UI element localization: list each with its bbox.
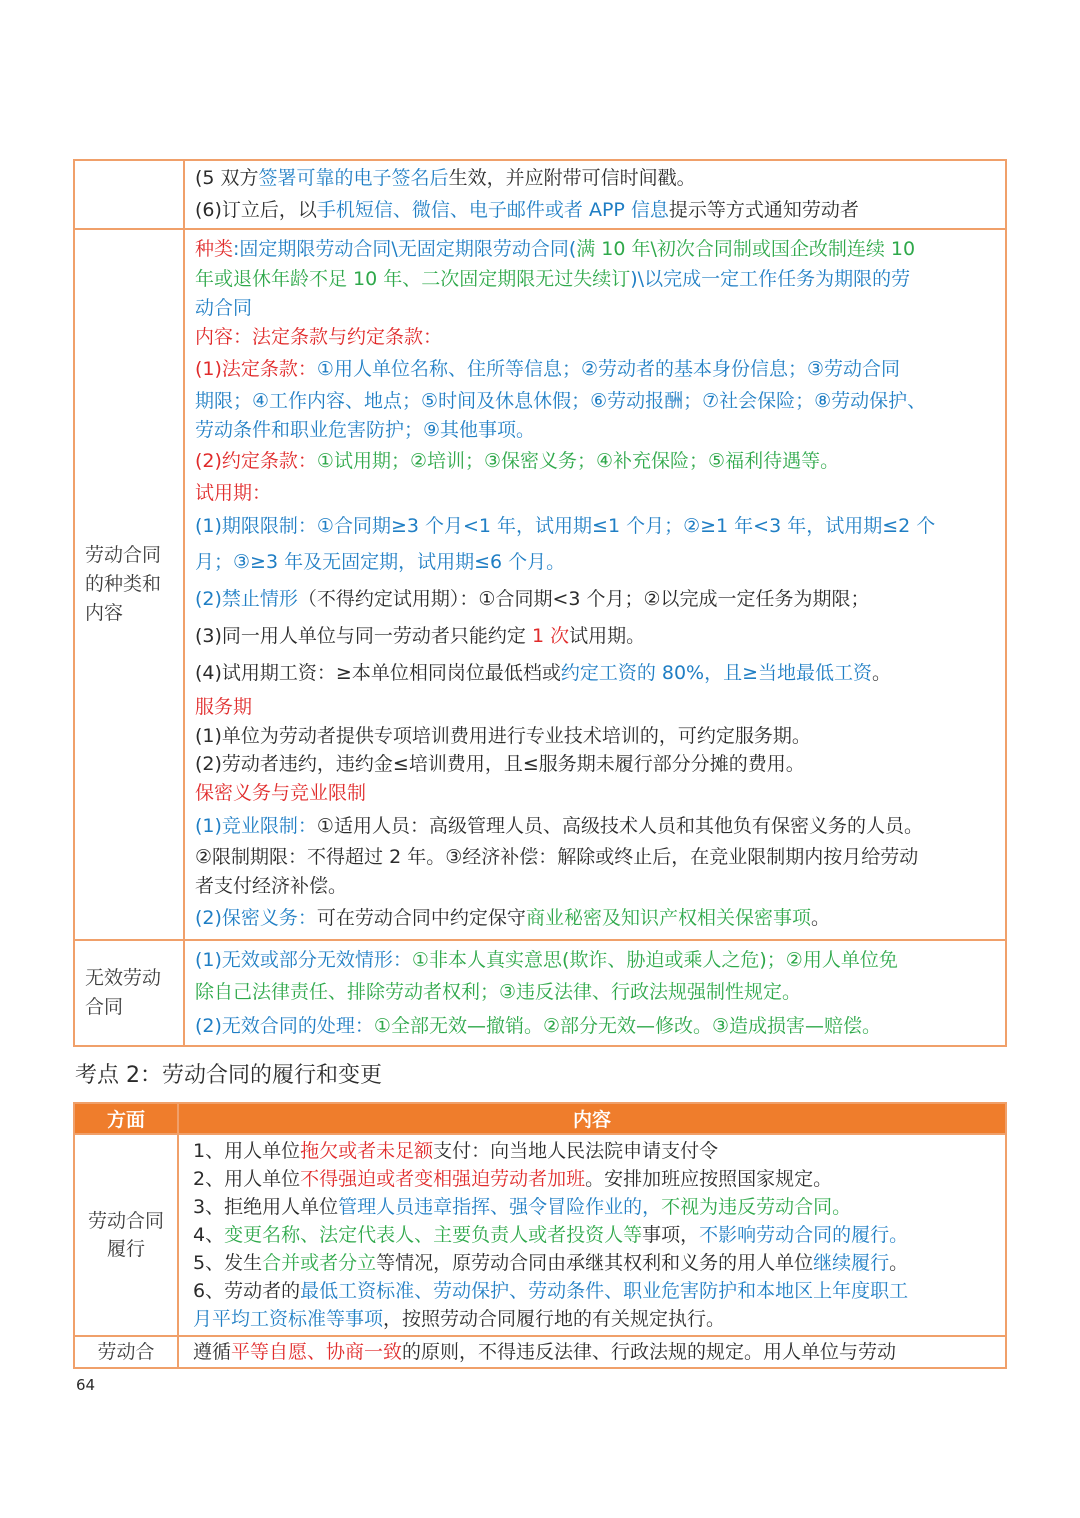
text-line: [195, 976, 999, 1009]
text-segment: (2)禁止情形: [195, 588, 298, 610]
text-line: [195, 692, 999, 722]
text-line: [195, 386, 999, 416]
text-line: [195, 194, 999, 226]
text-segment: 满 10 年\初次合同制或国企改制连续 10: [576, 238, 916, 260]
row-label: 劳动合同的种类和内容: [74, 229, 184, 940]
text-segment: 最低工资标准、劳动保护、劳动条件、职业危害防护和本地区上年度职工: [300, 1280, 909, 1302]
text-line: [195, 778, 999, 809]
table-row: [74, 160, 1006, 229]
text-line: [193, 1137, 999, 1165]
text-segment: 1 次: [531, 625, 570, 647]
text-segment: ①用人单位名称、住所等信息；②劳动者的基本身份信息；③劳动合同: [316, 358, 901, 380]
text-line: [195, 945, 999, 976]
text-segment: 6、劳动者的: [193, 1280, 301, 1302]
text-segment: 支付：向当地人民法院申请支付令: [433, 1140, 719, 1162]
text-segment: 1、用人单位: [193, 1140, 301, 1162]
text-line: [195, 508, 999, 544]
text-segment: (3)同一用人单位与同一劳动者只能约定: [195, 625, 532, 647]
text-line: [195, 1009, 999, 1043]
row-content: [184, 229, 1006, 940]
text-segment: 种类: [195, 238, 234, 260]
table-row: [74, 1134, 1006, 1336]
text-segment: :固定期限劳动合同\无固定期限劳动合同(: [233, 238, 577, 260]
text-line: [193, 1193, 999, 1221]
row-label: 劳动合: [74, 1336, 178, 1368]
column-header-aspect: 方面: [74, 1103, 178, 1134]
row-label-empty: [74, 160, 184, 229]
text-segment: 等情况，原劳动合同由承继其权利和义务的用人单位: [376, 1252, 814, 1274]
text-segment: 。: [810, 907, 830, 929]
text-segment: (6)订立后，以: [195, 199, 317, 221]
row-label: 无效劳动合同: [74, 940, 184, 1046]
row-content: [184, 160, 1006, 229]
text-segment: 3、拒绝用人单位: [193, 1196, 339, 1218]
text-segment: ，按照劳动合同履行地的有关规定执行。: [383, 1308, 726, 1330]
text-segment: (2)约定条款：: [195, 450, 317, 472]
text-segment: ①试用期；②培训；③保密义务；④补充保险；⑤福利待遇等。: [316, 450, 840, 472]
text-segment: 。安排加班应按照国家规定。: [585, 1168, 833, 1190]
row-content: [184, 940, 1006, 1046]
text-segment: 期限；④工作内容、地点；⑤时间及休息休假；⑥劳动报酬；⑦社会保险；⑧劳动保护、: [195, 390, 927, 412]
text-segment: 试用期：: [195, 482, 272, 504]
page-number: 64: [76, 1376, 96, 1394]
text-segment: 年或退休年龄不足 10 年、二次固定期限无过失续订: [195, 268, 631, 290]
contract-performance-table: [73, 1102, 1007, 1369]
text-line: [193, 1165, 999, 1193]
text-line: [195, 655, 999, 692]
text-line: [195, 294, 999, 322]
text-segment: 除自己法律责任、排除劳动者权利；③违反法律、行政法规强制性规定。: [195, 981, 802, 1003]
row-content: [178, 1336, 1006, 1368]
text-segment: 内容：法定条款与约定条款：: [195, 326, 443, 348]
text-line: [195, 618, 999, 655]
text-segment: 4、: [193, 1224, 225, 1246]
text-segment: (1)竞业限制：: [195, 815, 317, 837]
text-segment: (2)劳动者违约，违约金≤培训费用，且≤服务期未履行部分分摊的费用。: [195, 753, 805, 775]
text-line: [195, 843, 999, 872]
text-line: [195, 416, 999, 444]
text-line: [193, 1249, 999, 1277]
text-segment: 提示等方式通知劳动者: [668, 199, 859, 221]
text-line: [195, 444, 999, 478]
text-segment: 平等自愿、协商一致: [231, 1341, 403, 1363]
text-line: [195, 162, 999, 194]
text-segment: 试用期。: [569, 625, 646, 647]
text-segment: 管理人员违章指挥、强令冒险作业的，: [338, 1196, 662, 1218]
row-label: 劳动合同履行: [74, 1134, 178, 1336]
labor-contract-table: [73, 159, 1007, 1047]
text-segment: 生效，并应附带可信时间戳。: [448, 167, 696, 189]
text-segment: (1)单位为劳动者提供专项培训费用进行专业技术培训的，可约定服务期。: [195, 725, 811, 747]
text-segment: 合并或者分立: [262, 1252, 377, 1274]
text-segment: 月平均工资标准等事项: [193, 1308, 384, 1330]
text-line: [195, 234, 999, 264]
table-row: [74, 940, 1006, 1046]
text-line: [195, 352, 999, 386]
text-line: [195, 478, 999, 508]
text-segment: 商业秘密及知识产权相关保密事项: [525, 907, 811, 929]
text-segment: 可在劳动合同中约定保守: [316, 907, 526, 929]
text-segment: 手机短信、微信、电子邮件或者 APP 信息: [316, 199, 669, 221]
text-segment: 不得强迫或者变相强迫劳动者加班: [300, 1168, 586, 1190]
text-segment: (1)期限限制：①合同期≥3 个月<1 年，试用期≤1 个月；②≥1 年<3 年，试用期≤2 个: [195, 515, 936, 537]
text-segment: 遵循: [193, 1341, 232, 1363]
text-segment: 约定工资的 80%，且≥当地最低工资: [560, 662, 873, 684]
text-line: [195, 580, 999, 618]
text-segment: ②限制期限：不得超过 2 年。③经济补偿：解除或终止后，在竞业限制期内按月给劳动: [195, 846, 919, 868]
text-segment: ①适用人员：高级管理人员、高级技术人员和其他负有保密义务的人员。: [316, 815, 923, 837]
text-line: [193, 1221, 999, 1249]
text-segment: (1)法定条款：: [195, 358, 317, 380]
text-segment: 2、用人单位: [193, 1168, 301, 1190]
table-row: [74, 229, 1006, 940]
text-segment: 变更名称、法定代表人、主要负责人或者投资人等: [224, 1224, 643, 1246]
table-header-row: [74, 1103, 1006, 1134]
text-segment: 签署可靠的电子签名后: [258, 167, 449, 189]
text-segment: 5、发生: [193, 1252, 263, 1274]
text-segment: )\以完成一定工作任务为期限的劳: [630, 268, 911, 290]
text-line: [195, 722, 999, 750]
text-line: [195, 322, 999, 352]
text-segment: 月；③≥3 年及无固定期，试用期≤6 个月。: [195, 551, 566, 573]
text-segment: (5 双方: [195, 167, 259, 189]
text-line: [195, 750, 999, 778]
text-segment: 拖欠或者未足额: [300, 1140, 434, 1162]
text-segment: 不视为违反劳动合同。: [661, 1196, 852, 1218]
text-segment: 服务期: [195, 696, 253, 718]
column-header-content: 内容: [178, 1103, 1006, 1134]
text-line: [195, 809, 999, 843]
text-segment: ①全部无效—撤销。②部分无效—修改。③造成损害—赔偿。: [373, 1015, 882, 1037]
text-line: [195, 901, 999, 935]
text-segment: 的原则，不得违反法律、行政法规的规定。用人单位与劳动: [402, 1341, 897, 1363]
text-segment: (4)试用期工资：≥本单位相同岗位最低档或: [195, 662, 561, 684]
row-content: [178, 1134, 1006, 1336]
text-segment: 不影响劳动合同的履行。: [699, 1224, 909, 1246]
text-segment: (2)保密义务：: [195, 907, 317, 929]
text-line: [193, 1339, 999, 1365]
text-segment: 劳动条件和职业危害防护；⑨其他事项。: [195, 419, 536, 441]
text-line: [195, 264, 999, 294]
text-line: [193, 1277, 999, 1305]
table-row: [74, 1336, 1006, 1368]
text-segment: (2)无效合同的处理：: [195, 1015, 374, 1037]
section-heading: 考点 2：劳动合同的履行和变更: [75, 1063, 382, 1088]
text-segment: 继续履行: [813, 1252, 890, 1274]
text-segment: 。: [872, 662, 892, 684]
text-segment: 者支付经济补偿。: [195, 875, 348, 897]
text-line: [195, 544, 999, 580]
text-segment: 动合同: [195, 297, 253, 319]
text-segment: （不得约定试用期）：①合同期<3 个月；②以完成一定任务为期限；: [297, 588, 870, 610]
text-segment: 保密义务与竞业限制: [195, 782, 367, 804]
text-line: [193, 1305, 999, 1333]
text-line: [195, 872, 999, 901]
text-segment: 。: [889, 1252, 909, 1274]
text-segment: 事项，: [642, 1224, 700, 1246]
text-segment: ①非本人真实意思(欺诈、胁迫或乘人之危)；②用人单位免: [411, 949, 898, 971]
text-segment: (1)无效或部分无效情形：: [195, 949, 412, 971]
